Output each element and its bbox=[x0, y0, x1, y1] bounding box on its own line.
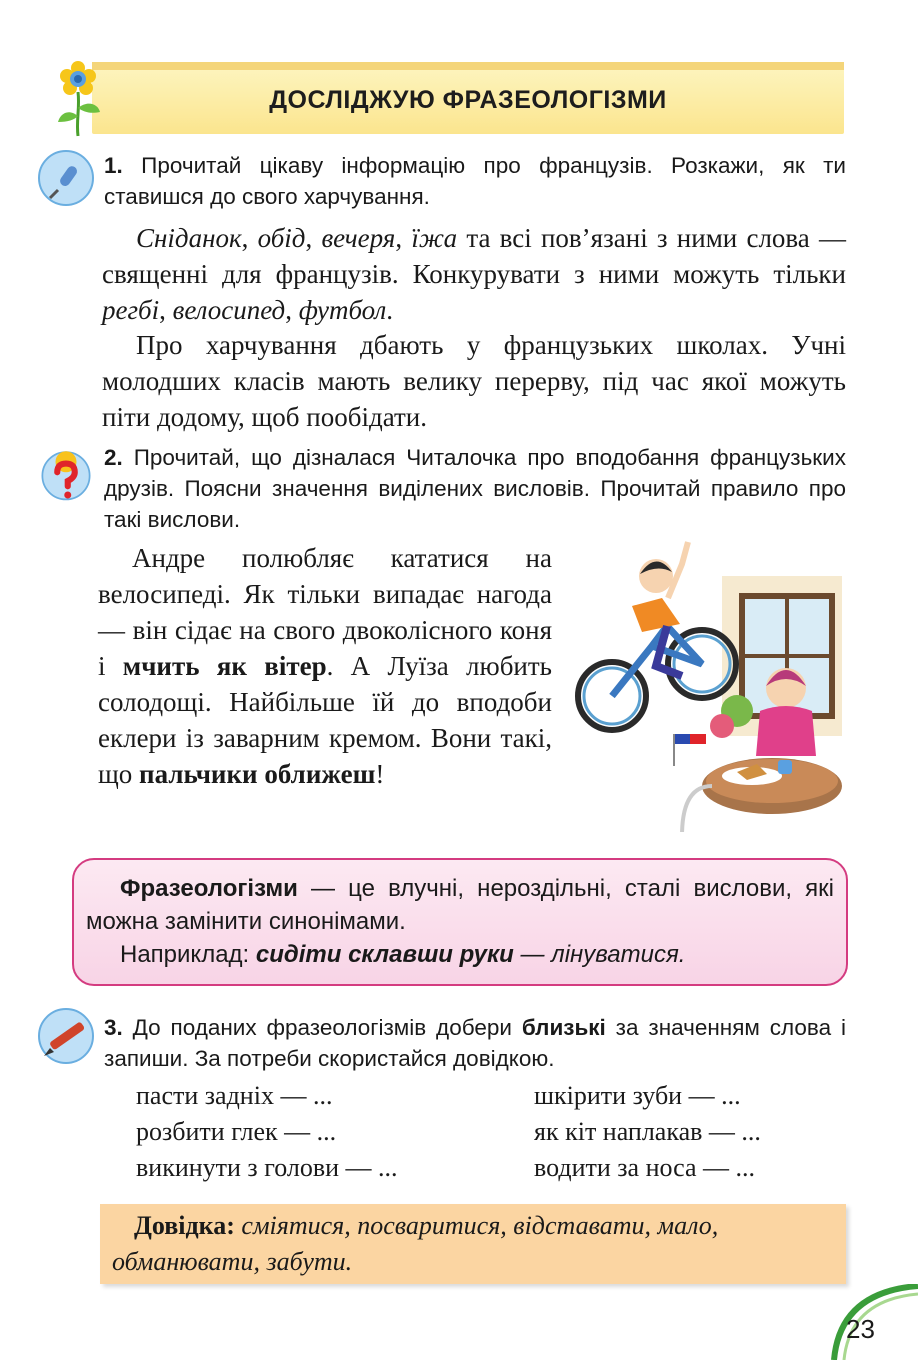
word-yizha: їжа bbox=[411, 223, 458, 253]
task1-paragraph-2 bbox=[102, 327, 846, 435]
word-obid: обід bbox=[257, 223, 306, 253]
task2-story bbox=[98, 540, 552, 792]
text: та всі пов’язані з ними слова — священні для французів. Конкурувати з ними можуть тільки bbox=[102, 223, 847, 289]
microphone-icon bbox=[38, 150, 94, 206]
phrase-palchyky-oblyzhesh: пальчики оближеш bbox=[139, 759, 376, 789]
word-rehbi: регбі bbox=[102, 295, 160, 325]
task1-p2-text: Про харчування дбають у французьких школах. Учні молодших класів мають велику перерву, під час якої можуть піти додому, щоб пообідати. bbox=[102, 330, 846, 432]
rule-example-phrase: сидіти склавши руки bbox=[255, 941, 514, 968]
sep: , bbox=[285, 295, 299, 325]
reference-words: сміятися, посваритися, відставати, мало, обманювати, забути. bbox=[112, 1211, 719, 1276]
phrase-item: шкірити зуби — ... bbox=[534, 1081, 741, 1110]
sep: , bbox=[305, 223, 322, 253]
story-text: . А Луїза любить солодощі. Найбільше їй до вподоби еклери із заварним кремом. Вони такі, що bbox=[98, 651, 552, 789]
rule-example-label: Наприклад: bbox=[120, 941, 256, 968]
sep: , bbox=[395, 223, 412, 253]
task2-text: Прочитай, що дізналася Читалочка про вподобання французьких друзів. Поясни значення виділених висловів. Прочитай правило про такі вислови. bbox=[104, 445, 846, 532]
page-number: 23 bbox=[846, 1314, 875, 1344]
phrase-list-left bbox=[136, 1078, 398, 1186]
rule-definition: — це влучні, нероздільні, сталі вислови, які можна замінити синонімами. bbox=[86, 875, 834, 935]
pen-icon bbox=[38, 1008, 94, 1064]
rule-text bbox=[86, 872, 834, 971]
phrase-item: пасти задніх — ... bbox=[136, 1081, 333, 1110]
word-velosyped: велосипед bbox=[172, 295, 286, 325]
phrase-item: водити за носа — ... bbox=[534, 1153, 756, 1182]
question-sun-icon bbox=[38, 446, 94, 502]
word-snidanok: Сніданок bbox=[136, 223, 242, 253]
phrase-mchyt-yak-viter: мчить як вітер bbox=[122, 651, 327, 681]
phrase-item: розбити глек — ... bbox=[136, 1117, 337, 1146]
phrase-item: як кіт наплакав — ... bbox=[534, 1117, 761, 1146]
kids-illustration bbox=[572, 536, 852, 832]
sep: , bbox=[159, 295, 173, 325]
header-banner-edge bbox=[92, 62, 844, 70]
reference-text bbox=[112, 1208, 836, 1280]
word-vecheria: вечеря bbox=[321, 223, 396, 253]
task1-number: 1. bbox=[104, 153, 123, 178]
task2-instruction bbox=[104, 442, 846, 535]
phrase-list-right bbox=[534, 1078, 761, 1186]
text: . bbox=[386, 295, 394, 325]
story-text: Андре полюбляє кататися на велосипеді. Як тільки випадає нагода — він сідає на свого двоколісного коня і bbox=[98, 543, 552, 681]
story-text: ! bbox=[375, 759, 385, 789]
task3-text: за значенням слова і запиши. За потреби скористайся довідкою. bbox=[104, 1015, 846, 1071]
task3-text: До поданих фразеологізмів добери bbox=[132, 1015, 522, 1040]
reference-label: Довідка: bbox=[134, 1211, 235, 1240]
word-futbol: футбол bbox=[298, 295, 387, 325]
task1-text: Прочитай цікаву інформацію про французів. Розкажи, як ти ставишся до свого харчування. bbox=[104, 153, 846, 209]
task1-paragraph-1 bbox=[102, 220, 846, 328]
rule-example-meaning: — лінуватися. bbox=[513, 941, 686, 968]
sep: , bbox=[241, 223, 258, 253]
task3-bold: близькі bbox=[521, 1015, 606, 1040]
task2-number: 2. bbox=[104, 445, 123, 470]
task1-instruction bbox=[104, 150, 846, 212]
task3-instruction bbox=[104, 1012, 846, 1074]
rule-term: Фразеологізми bbox=[120, 875, 298, 902]
task3-number: 3. bbox=[104, 1015, 123, 1040]
phrase-item: викинути з голови — ... bbox=[136, 1153, 398, 1182]
page-title: ДОСЛІДЖУЮ ФРАЗЕОЛОГІЗМИ bbox=[269, 86, 667, 114]
